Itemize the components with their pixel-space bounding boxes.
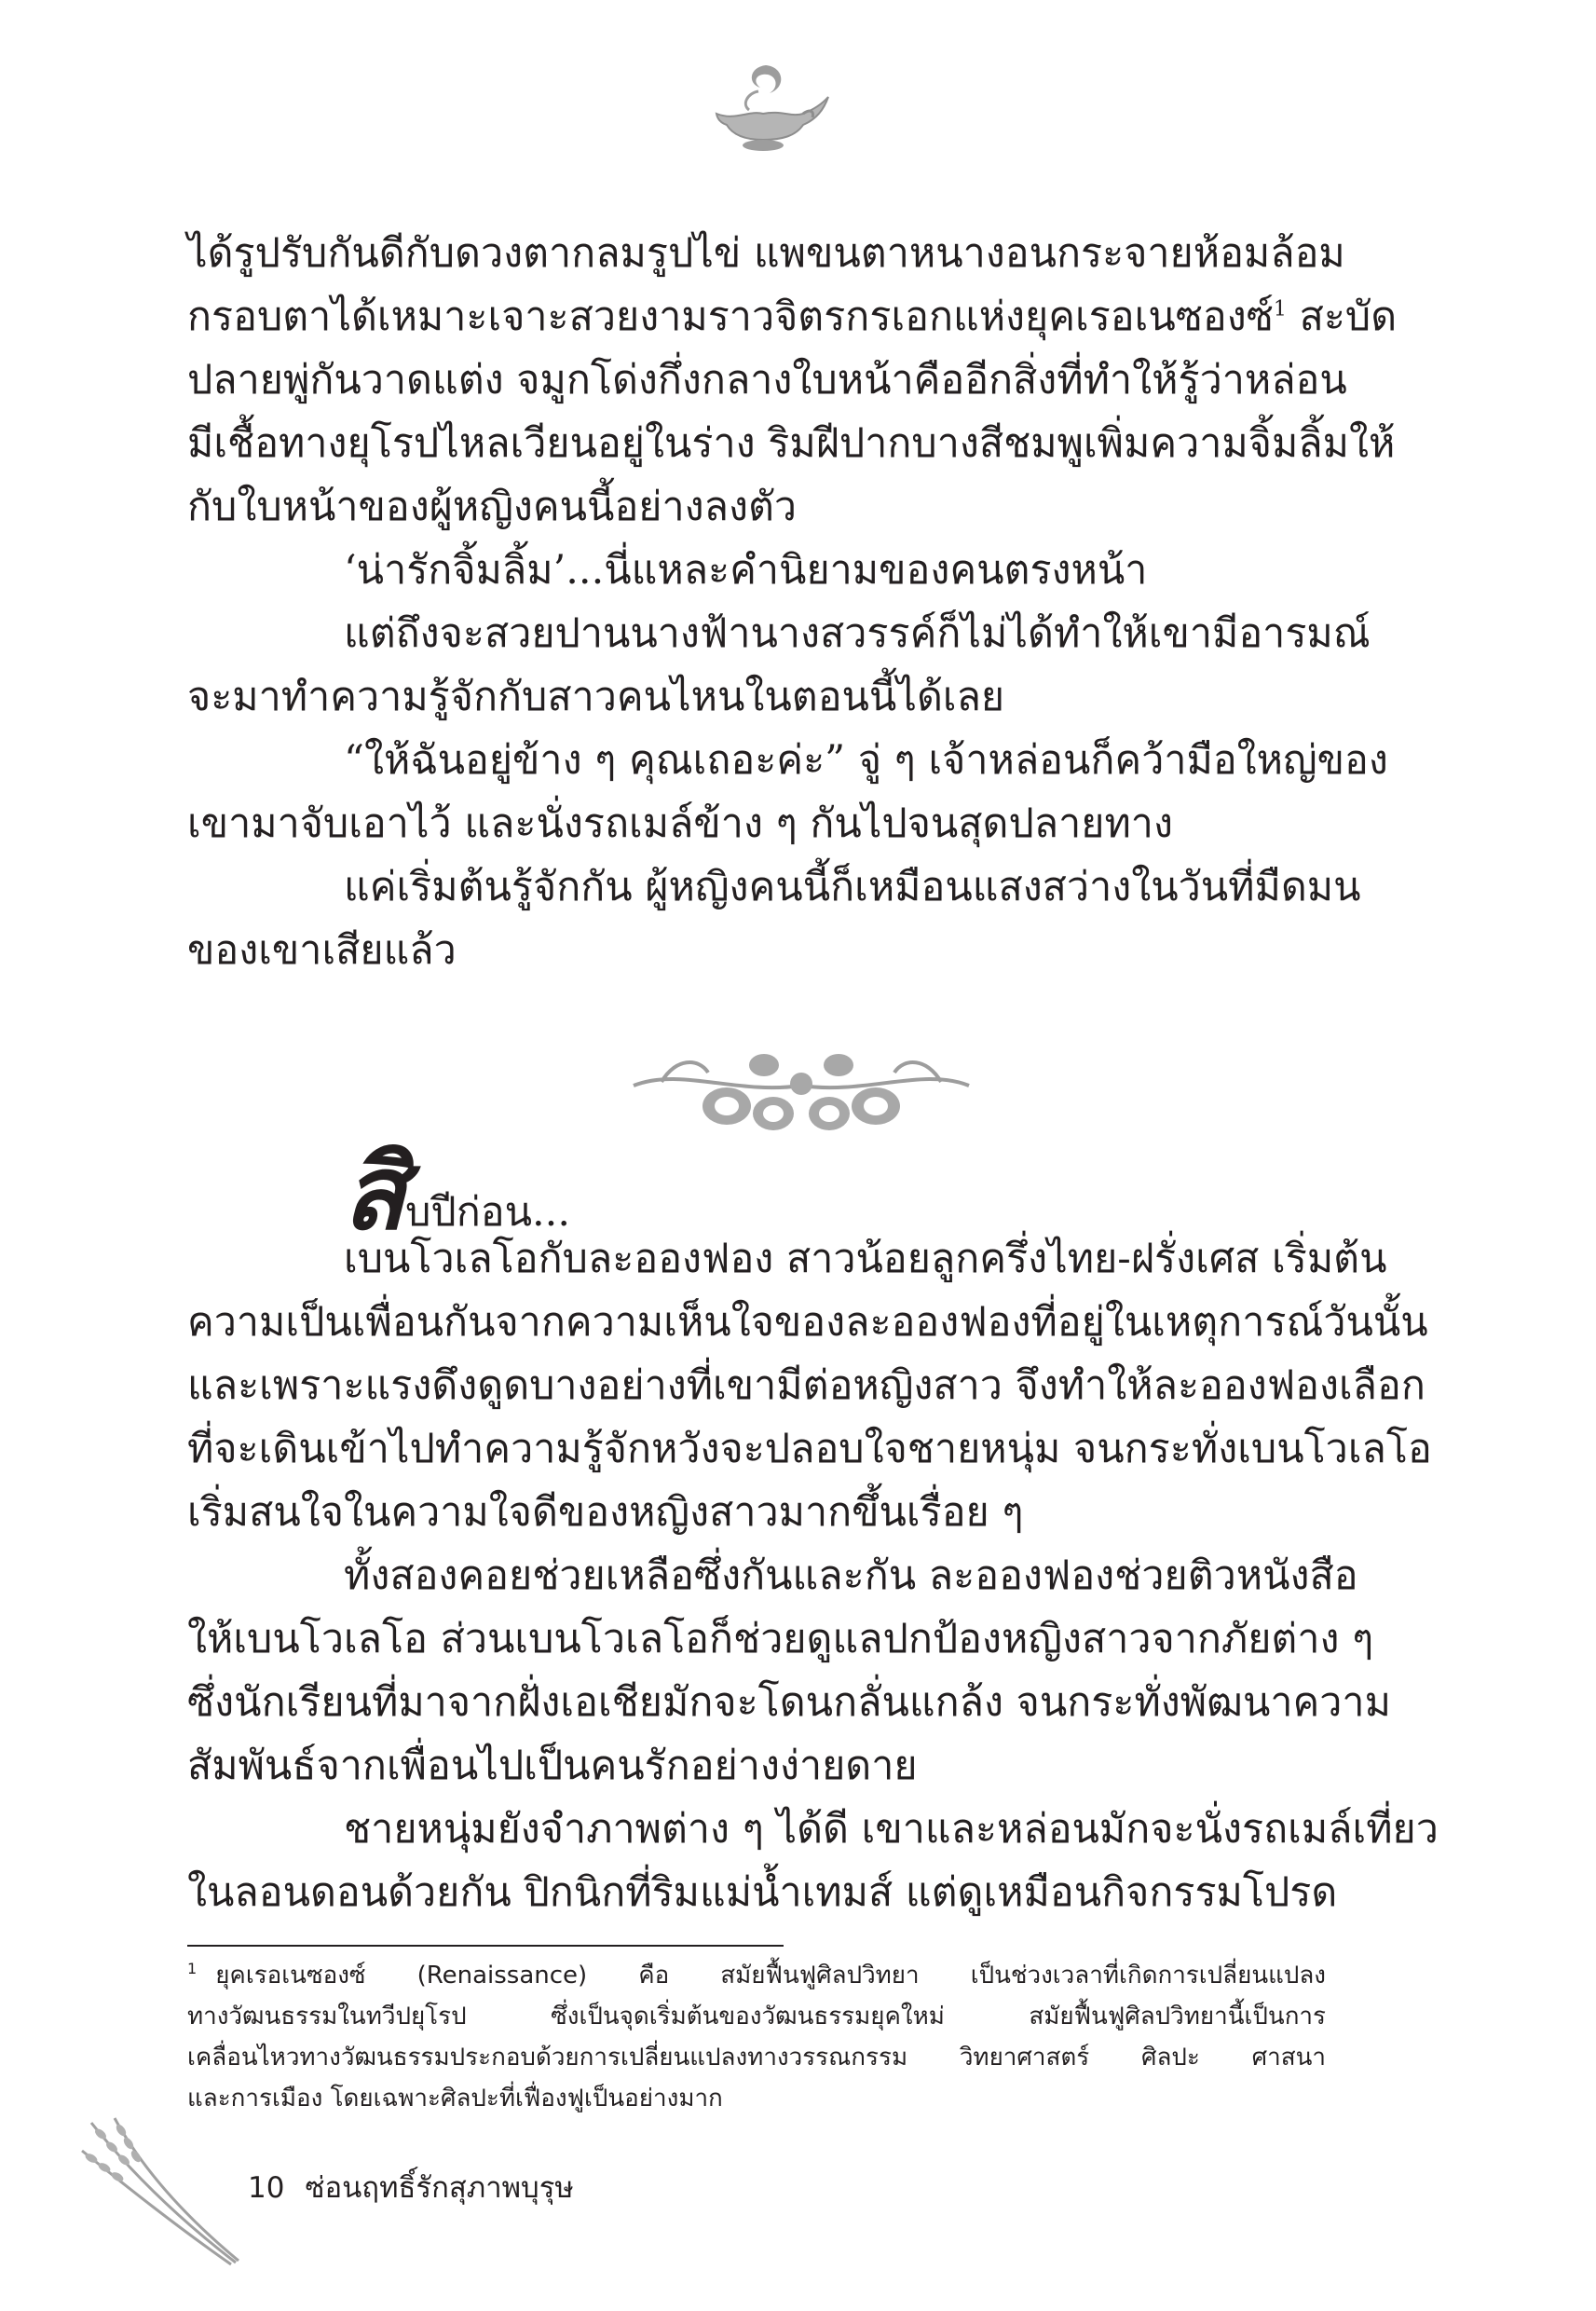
footnote-divider (187, 1945, 784, 1947)
text-line-tail: สะบัด (1286, 294, 1398, 340)
text-line-with-footnote (187, 285, 1398, 349)
main-text-bottom (187, 1227, 1439, 1924)
text-line: ทั้งสองคอยช่วยเหลือซึ่งกันและกัน ละอองฟองช่วยติวหนังสือ (344, 1552, 1358, 1599)
footnote-ref[interactable]: 1 (1273, 297, 1287, 321)
main-text-top (187, 222, 1398, 982)
floral-ornament-icon (624, 1030, 978, 1142)
text-line: ที่จะเดินเข้าไปทำความรู้จักหวังจะปลอบใจชายหนุ่ม จนกระทั่งเบนโวเลโอ (187, 1426, 1432, 1472)
text-line: แค่เริ่มต้นรู้จักกัน ผู้หญิงคนนี้ก็เหมือนแสงสว่างในวันที่มืดมน (344, 864, 1361, 910)
footnote-text: ยุคเรอเนซองซ์ (Renaissance) คือ สมัยฟื้นฟูศิลปวิทยา เป็นช่วงเวลาที่เกิดการเปลี่ยนแปลง (215, 1962, 1326, 1990)
page-number: 10 (248, 2171, 285, 2205)
text-line: ชายหนุ่มยังจำภาพต่าง ๆ ได้ดี เขาและหล่อนมักจะนั่งรถเมล์เที่ยว (344, 1806, 1439, 1853)
page-footer (248, 2164, 594, 2210)
book-title: ซ่อนฤทธิ์รักสุภาพบุรุษ (305, 2171, 574, 2205)
text-line: ให้เบนโวเลโอ ส่วนเบนโวเลโอก็ช่วยดูแลปกป้องหญิงสาวจากภัยต่าง ๆ (187, 1616, 1374, 1662)
text-line: และเพราะแรงดึงดูดบางอย่างที่เขามีต่อหญิงสาว จึงทำให้ละอองฟองเลือก (187, 1362, 1425, 1409)
magic-lamp-icon (693, 56, 833, 158)
text-line: เบนโวเลโอกับละอองฟอง สาวน้อยลูกครึ่งไทย-ฝรั่งเศส เริ่มต้น (344, 1236, 1387, 1282)
text-line-part: กรอบตาได้เหมาะเจาะสวยงามราวจิตรกรเอกแห่งยุคเรอเนซองซ์ (187, 294, 1274, 340)
footnote-line: เคลื่อนไหวทางวัฒนธรรมประกอบด้วยการเปลี่ยนแปลงทางวรรณกรรม วิทยาศาสตร์ ศิลปะ ศาสนา (187, 2044, 1326, 2072)
text-line: มีเชื้อทางยุโรปไหลเวียนอยู่ในร่าง ริมฝีปากบางสีชมพูเพิ่มความจิ้มลิ้มให้ (187, 420, 1396, 467)
text-line: แต่ถึงจะสวยปานนางฟ้านางสวรรค์ก็ไม่ได้ทำให้เขามีอารมณ์ (344, 610, 1371, 657)
text-line: สัมพันธ์จากเพื่อนไปเป็นคนรักอย่างง่ายดาย (187, 1743, 918, 1789)
text-line: กับใบหน้าของผู้หญิงคนนี้อย่างลงตัว (187, 484, 798, 530)
text-line: จะมาทำความรู้จักกับสาวคนไหนในตอนนี้ได้เลย (187, 674, 1005, 720)
footnote-marker: 1 (187, 1960, 198, 1978)
text-line: เริ่มสนใจในความใจดีของหญิงสาวมากขึ้นเรื่อย ๆ (187, 1489, 1024, 1536)
footnote-line: และการเมือง โดยเฉพาะศิลปะที่เฟื่องฟูเป็นอย่างมาก (187, 2085, 723, 2113)
text-line: ได้รูปรับกันดีกับดวงตากลมรูปไข่ แพขนตาหนางอนกระจายห้อมล้อม (187, 230, 1345, 277)
text-line: “ให้ฉันอยู่ข้าง ๆ คุณเถอะค่ะ” จู่ ๆ เจ้าหล่อนก็คว้ามือใหญ่ของ (344, 737, 1388, 784)
lavender-sprig-icon (73, 2113, 259, 2272)
footnote (187, 1955, 1326, 2119)
text-line: ปลายพู่กันวาดแต่ง จมูกโด่งกึ่งกลางใบหน้าคืออีกสิ่งที่ทำให้รู้ว่าหล่อน (187, 357, 1347, 403)
drop-cap: สิ (343, 1132, 406, 1252)
text-line: ซึ่งนักเรียนที่มาจากฝั่งเอเชียมักจะโดนกลั่นแกล้ง จนกระทั่งพัฒนาความ (187, 1679, 1391, 1726)
footnote-line: ทางวัฒนธรรมในทวีปยุโรป ซึ่งเป็นจุดเริ่มต้นของวัฒนธรรมยุคใหม่ สมัยฟื้นฟูศิลปวิทยานี้เป็นการ (187, 2003, 1326, 2031)
footnote-line (187, 1955, 1326, 1996)
text-line: ของเขาเสียแล้ว (187, 927, 457, 974)
text-line: ‘น่ารักจิ้มลิ้ม’...นี่แหละคำนิยามของคนตรงหน้า (344, 547, 1148, 594)
drop-cap-rest: บปีก่อน... (405, 1189, 570, 1236)
text-line: ในลอนดอนด้วยกัน ปิกนิกที่ริมแม่น้ำเทมส์ แต่ดูเหมือนกิจกรรมโปรด (187, 1869, 1338, 1916)
text-line: ความเป็นเพื่อนกันจากความเห็นใจของละอองฟองที่อยู่ในเหตุการณ์วันนั้น (187, 1299, 1428, 1346)
text-line: เขามาจับเอาไว้ และนั่งรถเมล์ข้าง ๆ กันไปจนสุดปลายทาง (187, 800, 1173, 847)
